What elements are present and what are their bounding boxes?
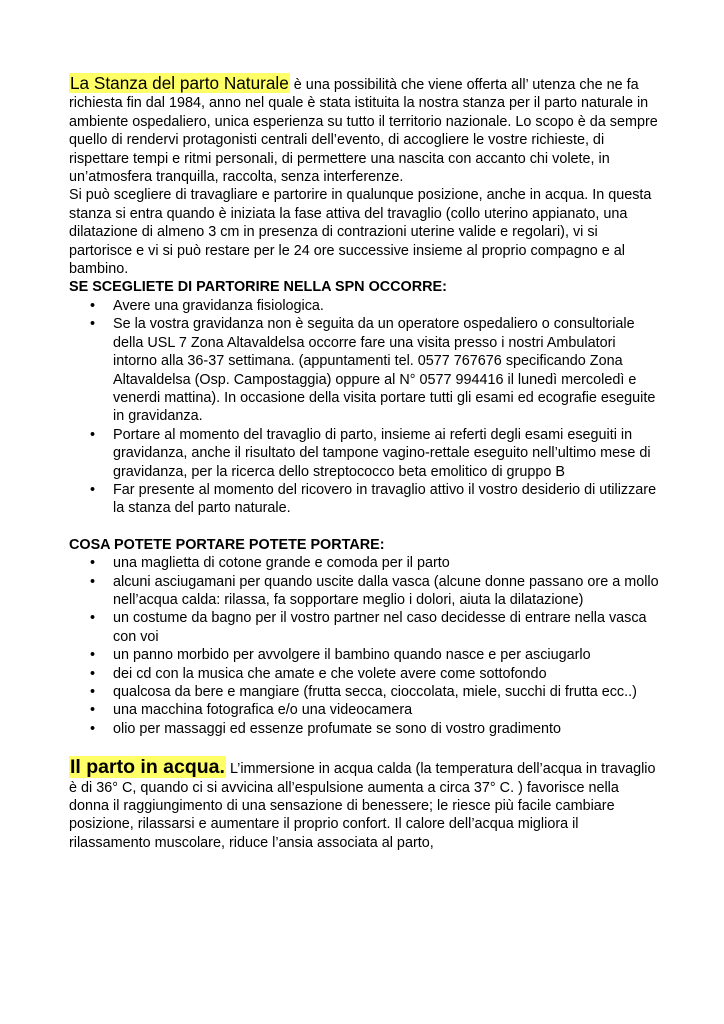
intro-paragraph <box>69 74 661 186</box>
water-birth-text: L’immersione in acqua calda (la temperatura dell’acqua in travaglio è di 36° C, quando ci si avvicina all’espulsione aumenta a circa 37° C. ) favorisce nella donna il raggiungimento di una sensazione di benessere; le riesce più facile cambiare posizione, rilassarsi e aumentare il proprio confort. Il calore dell’acqua migliora il rilassamento muscolare, riduce l’ansia associata al parto, <box>69 761 656 851</box>
list-item: • Portare al momento del travaglio di parto, insieme ai referti degli esami eseguiti in gravidanza, anche il risultato del tampone vagino-rettale eseguito nell’ultimo mese di gravidanza, per la ricerca dello streptococco beta emolitico di gruppo B <box>69 426 661 481</box>
bring-heading: COSA POTETE PORTARE POTETE PORTARE: <box>69 536 385 553</box>
list-item: • una macchina fotografica e/o una videocamera <box>69 701 661 719</box>
list-item: • alcuni asciugamani per quando uscite dalla vasca (alcune donne passano ore a mollo nell’acqua calda: rilassa, fa sopportare meglio i dolori, aiuta la dilatazione) <box>69 573 661 610</box>
bring-list <box>69 554 661 738</box>
section-title-highlight: La Stanza del parto Naturale <box>70 73 289 93</box>
list-item: • Far presente al momento del ricovero in travaglio attivo il vostro desiderio di utilizzare la stanza del parto naturale. <box>69 481 661 518</box>
position-paragraph: Si può scegliere di travagliare e partorire in qualunque posizione, anche in acqua. In questa stanza si entra quando è iniziata la fase attiva del travaglio (collo uterino appianato, una dilatazione di almeno 3 cm in presenza di contrazioni uterine valide e regolari), vi si partorisce e vi si può restare per le 24 ore successive insieme al proprio compagno e al bambino. <box>69 187 652 278</box>
requirements-heading: SE SCEGLIETE DI PARTORIRE NELLA SPN OCCORRE: <box>69 279 447 296</box>
list-item: • dei cd con la musica che amate e che volete avere come sottofondo <box>69 665 661 683</box>
list-item: • un costume da bagno per il vostro partner nel caso decidesse di entrare nella vasca con voi <box>69 609 661 646</box>
spacer <box>69 738 661 758</box>
list-item: • Se la vostra gravidanza non è seguita da un operatore ospedaliero o consultoriale della USL 7 Zona Altavaldelsa occorre fare una visita presso i nostri Ambulatori intorno alla 36-37 settimana. (appuntamenti tel. 0577 767676 specificando Zona Altavaldelsa (Osp. Campostaggia) oppure al N° 0577 994416 il lunedì mercoledì e venerdi mattina). In occasione della visita portare tutti gli esami ed ecografie eseguite in gravidanza. <box>69 315 661 425</box>
intro-text: è una possibilità che viene offerta all’ utenza che ne fa richiesta fin dal 1984, anno nel quale è stata istituita la nostra stanza per il parto naturale in ambiente ospedaliero, unica esperienza su tutto il territorio nazionale. Lo scopo è da sempre quello di rendervi protagonisti centrali dell’evento, di accogliere le vostre richieste, di rispettare tempi e ritmi personali, di permettere una nascita con accanto chi volete, in un’atmosfera tranquilla, raccolta, senza interferenze. <box>69 77 658 186</box>
water-birth-paragraph <box>69 758 661 852</box>
list-item: • olio per massaggi ed essenze profumate se sono di vostro gradimento <box>69 720 661 738</box>
document-page <box>69 74 661 852</box>
spacer <box>69 518 661 536</box>
requirements-list <box>69 297 661 518</box>
list-item: • una maglietta di cotone grande e comoda per il parto <box>69 554 661 572</box>
water-birth-title-highlight: Il parto in acqua. <box>70 756 225 779</box>
list-item: • Avere una gravidanza fisiologica. <box>69 297 661 315</box>
list-item: • un panno morbido per avvolgere il bambino quando nasce e per asciugarlo <box>69 646 661 664</box>
list-item: • qualcosa da bere e mangiare (frutta secca, cioccolata, miele, succhi di frutta ecc..) <box>69 683 661 701</box>
